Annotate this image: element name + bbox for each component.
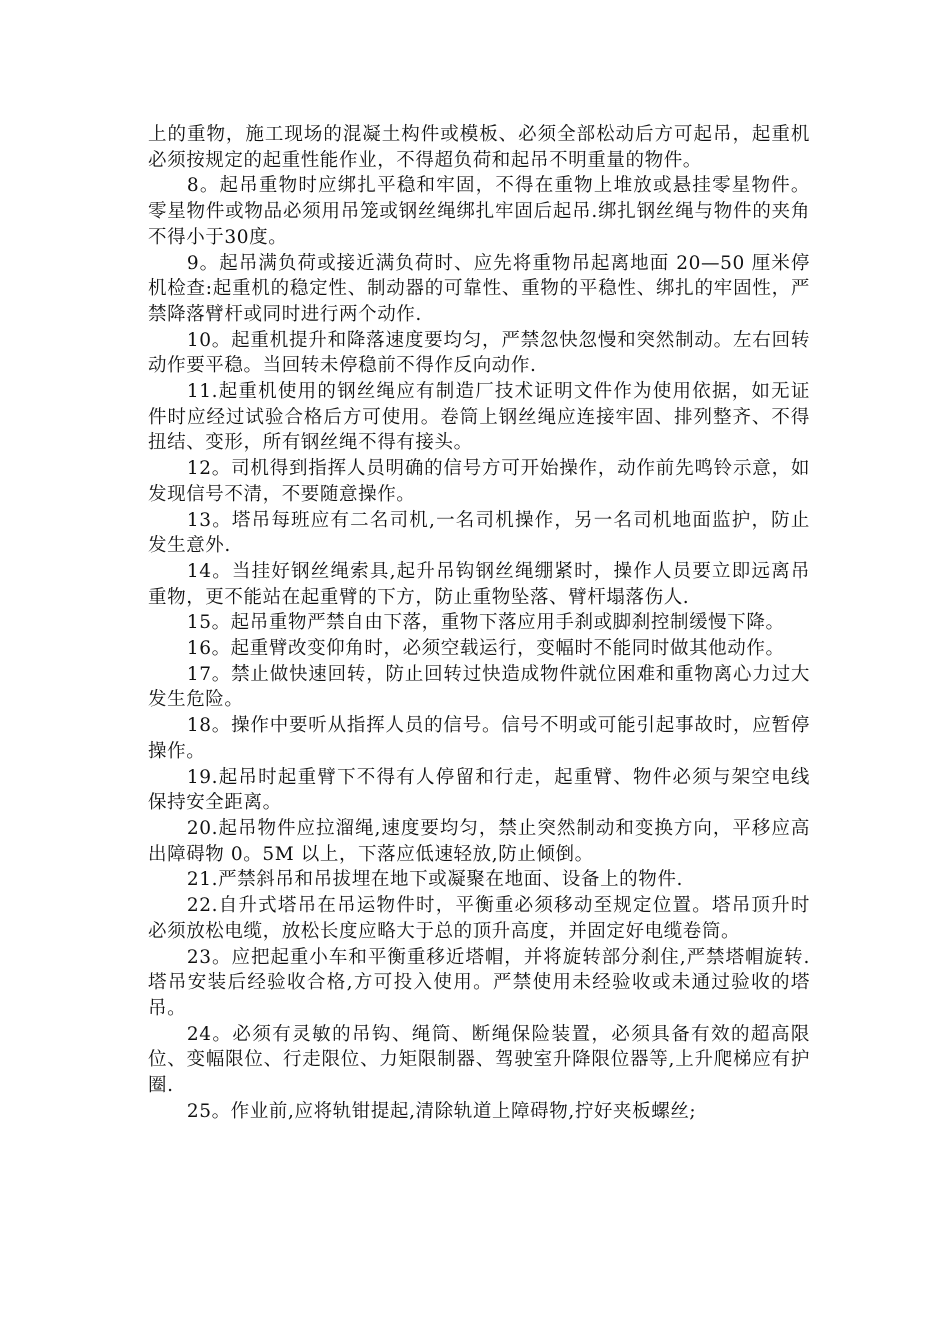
paragraph-item-22: 22.自升式塔吊在吊运物件时，平衡重必须移动至规定位置。塔吊顶升时必须放松电缆，放松长度应略大于总的顶升高度，并固定好电缆卷筒。 (148, 895, 810, 942)
paragraph-item-14: 14。当挂好钢丝绳索具,起升吊钩钢丝绳绷紧时，操作人员要立即远离吊重物，更不能站在起重臂的下方，防止重物坠落、臂杆塌落伤人. (148, 560, 810, 608)
paragraph-item-16: 16。起重臂改变仰角时，必须空载运行，变幅时不能同时做其他动作。 (186, 638, 785, 660)
paragraph-item-20: 20.起吊物件应拉溜绳,速度要均匀，禁止突然制动和变换方向，平移应高出障碍物 0。5M 以上，下落应低速轻放,防止倾倒。 (148, 817, 810, 865)
paragraph-item-23: 23。应把起重小车和平衡重移近塔帽，并将旋转部分刹住,严禁塔帽旋转.塔吊安装后经验收合格,方可投入使用。严禁使用未经验收或未通过验收的塔吊。 (148, 946, 810, 1019)
paragraph-item-12: 12。司机得到指挥人员明确的信号方可开始操作，动作前先鸣铃示意，如发现信号不清，不要随意操作。 (148, 458, 810, 505)
paragraph-item-17: 17。禁止做快速回转，防止回转过快造成物件就位困难和重物离心力过大发生危险。 (148, 663, 810, 711)
paragraph-item-19: 19.起吊时起重臂下不得有人停留和行走，起重臂、物件必须与架空电线保持安全距离。 (148, 766, 810, 814)
paragraph-item-10: 10。起重机提升和降落速度要均匀，严禁忽快忽慢和突然制动。左右回转动作要平稳。当回转未停稳前不得作反向动作. (148, 329, 810, 377)
paragraph-item-15: 15。起吊重物严禁自由下落，重物下落应用手刹或脚刹控制缓慢下降。 (186, 612, 785, 634)
paragraph-item-25: 25。作业前,应将轨钳提起,清除轨道上障碍物,拧好夹板螺丝; (186, 1100, 697, 1122)
paragraph-item-21: 21.严禁斜吊和吊拔埋在地下或凝聚在地面、设备上的物件. (186, 869, 683, 891)
document-page (148, 122, 810, 1124)
paragraph-item-13: 13。塔吊每班应有二名司机,一名司机操作，另一名司机地面监护，防止发生意外. (148, 509, 810, 557)
paragraph-item-8: 8。起吊重物时应绑扎平稳和牢固，不得在重物上堆放或悬挂零星物件。零星物件或物品必须用吊笼或钢丝绳绑扎牢固后起吊.绑扎钢丝绳与物件的夹角不得小于30度。 (148, 175, 810, 248)
paragraph-item-18: 18。操作中要听从指挥人员的信号。信号不明或可能引起事故时，应暂停操作。 (148, 715, 810, 762)
paragraph-item-9: 9。起吊满负荷或接近满负荷时、应先将重物吊起离地面 20—50 厘米停机检查:起重机的稳定性、制动器的可靠性、重物的平稳性、绑扎的牢固性，严禁降落臂杆或同时进行两个动作. (148, 252, 810, 325)
paragraph-continuation: 上的重物，施工现场的混凝土构件或模板、必须全部松动后方可起吊，起重机必须按规定的起重性能作业，不得超负荷和起吊不明重量的物件。 (148, 124, 810, 171)
paragraph-item-11: 11.起重机使用的钢丝绳应有制造厂技术证明文件作为使用依据，如无证件时应经过试验合格后方可使用。卷筒上钢丝绳应连接牢固、排列整齐、不得扭结、变形，所有钢丝绳不得有接头。 (148, 381, 810, 454)
paragraph-item-24: 24。必须有灵敏的吊钩、绳筒、断绳保险装置，必须具备有效的超高限位、变幅限位、行走限位、力矩限制器、驾驶室升降限位器等,上升爬梯应有护圈. (148, 1023, 810, 1097)
